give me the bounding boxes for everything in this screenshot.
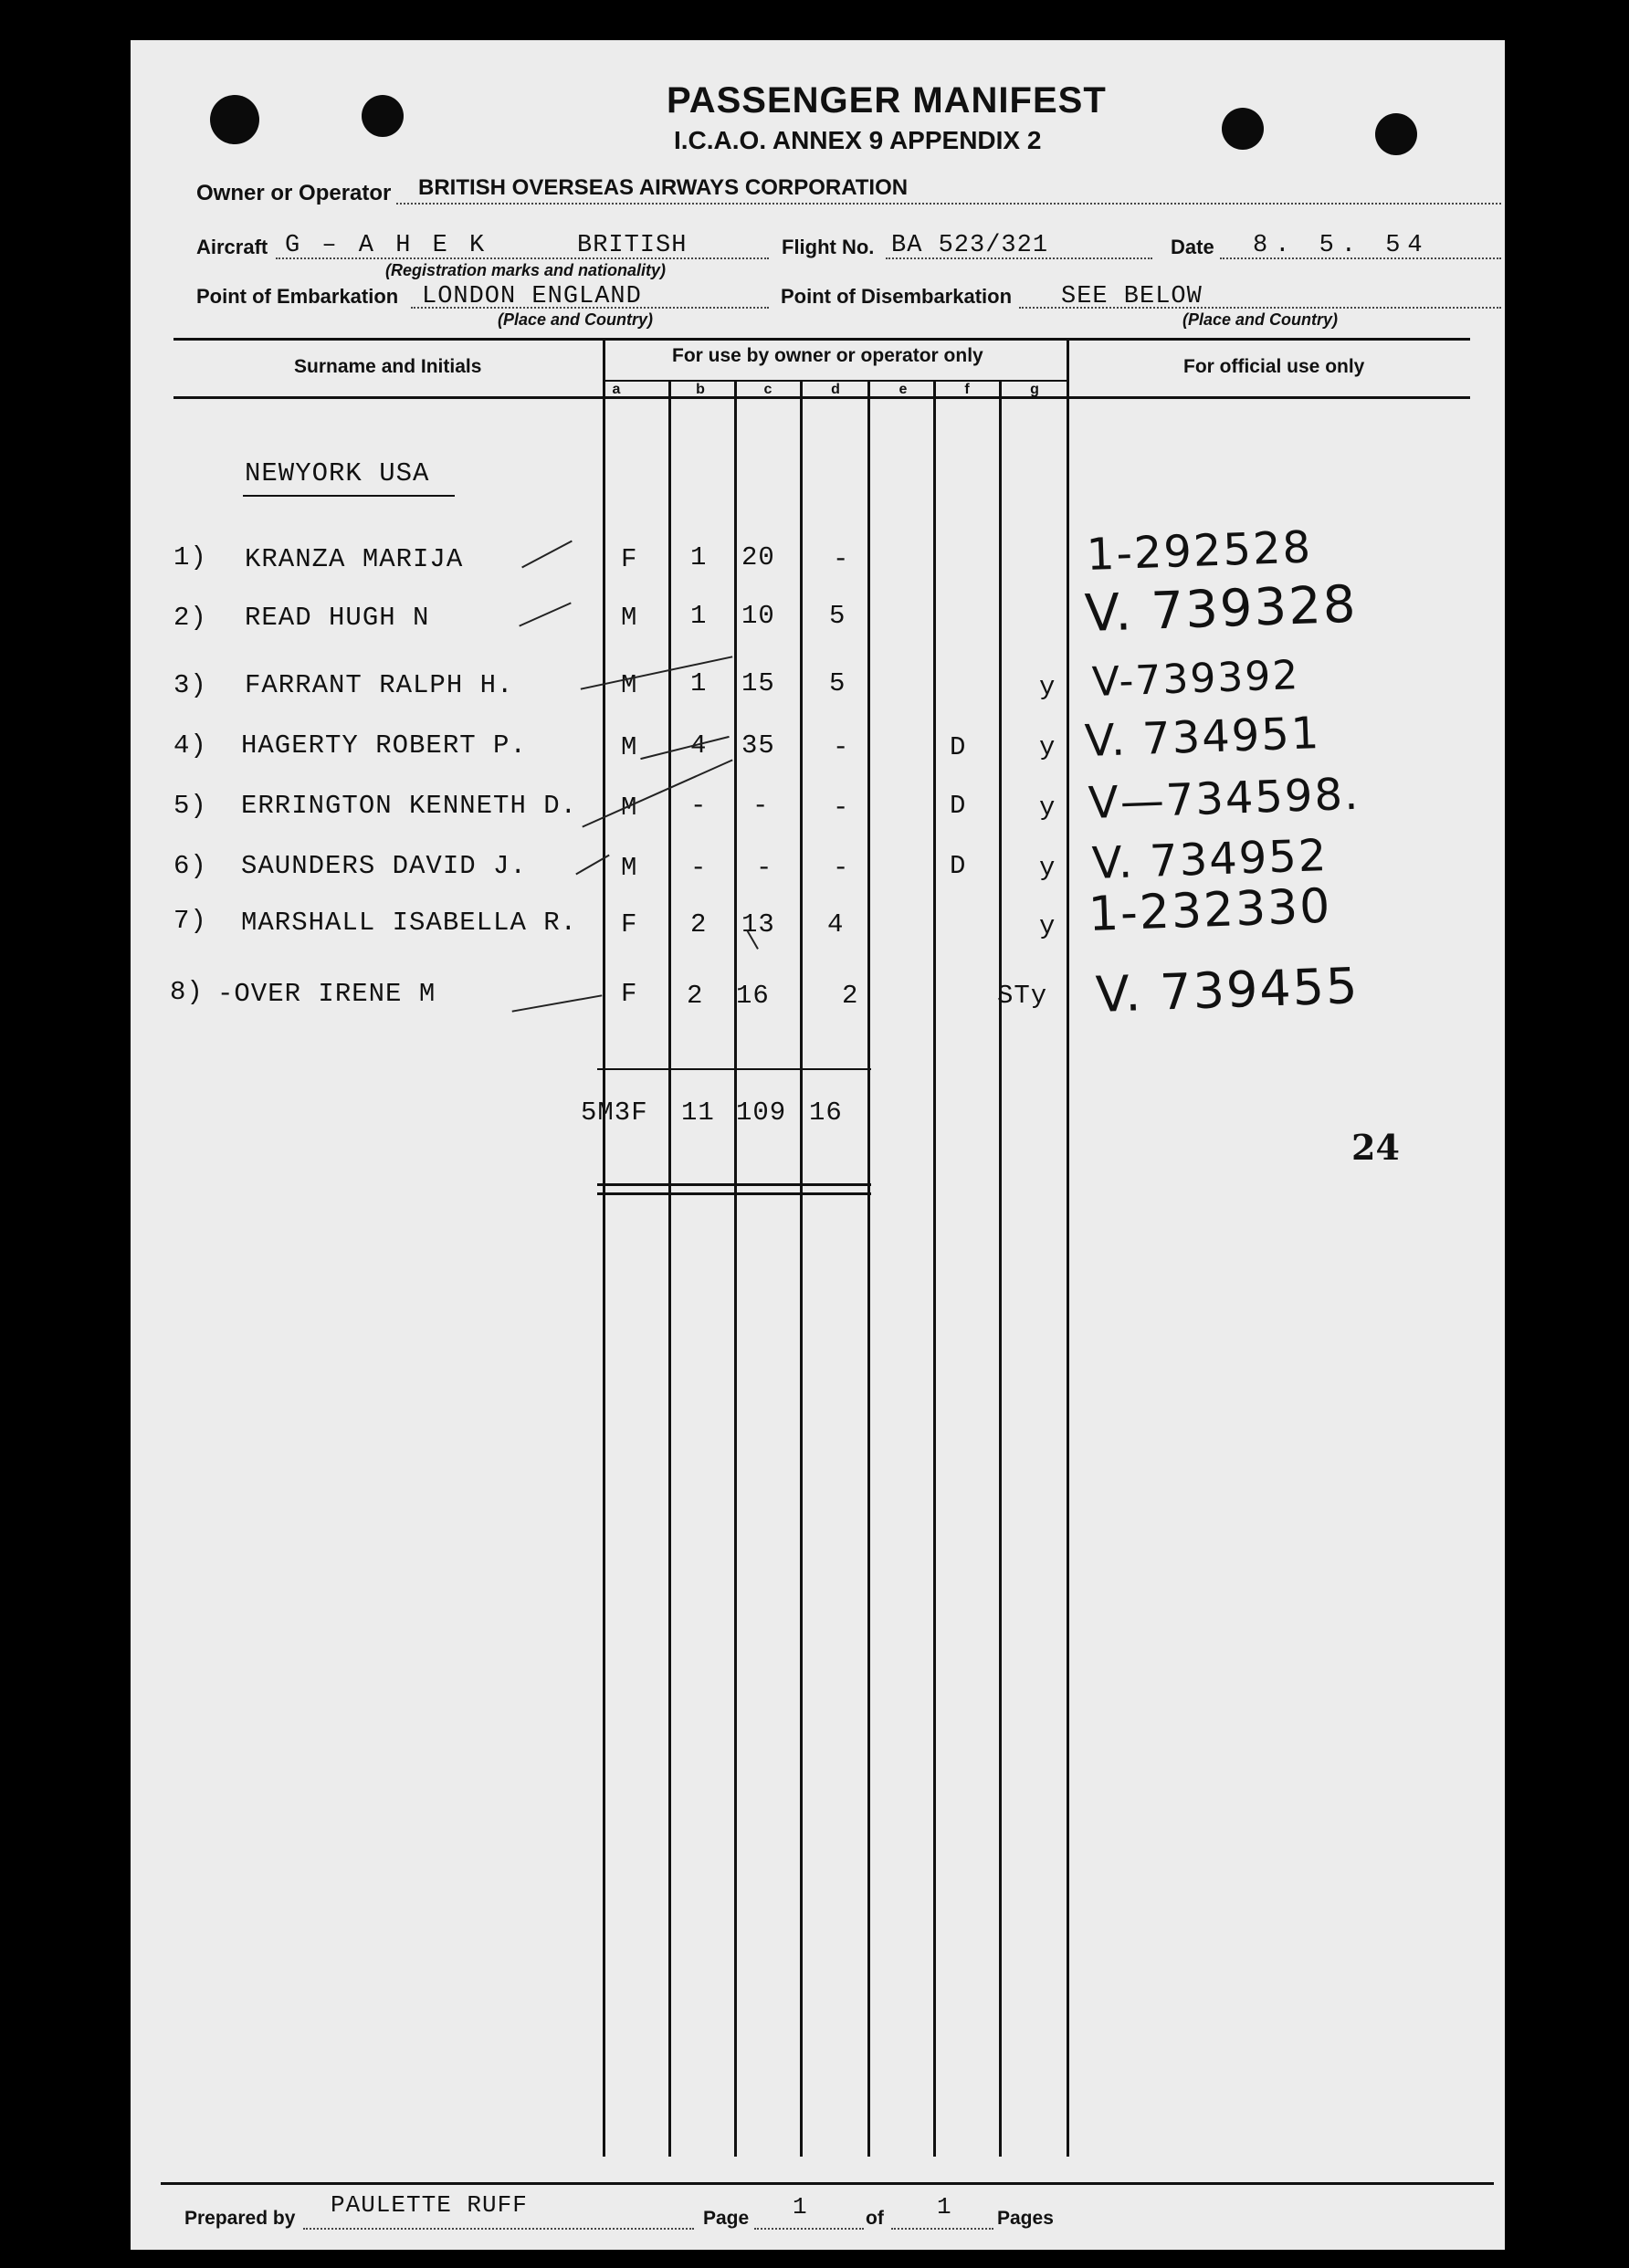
double-rule <box>597 1183 871 1186</box>
destination-underline <box>243 495 455 497</box>
aircraft-label: Aircraft <box>196 236 268 258</box>
cell-g: y <box>1039 732 1056 762</box>
row-number: 8) <box>170 977 204 1007</box>
official-number: 1-292528 <box>1086 521 1313 581</box>
cell-b: 1 <box>690 542 708 572</box>
table-top-rule <box>173 338 1470 341</box>
cell-a: F <box>621 909 638 940</box>
cell-d: - <box>833 732 850 762</box>
cell-c: 16 <box>736 981 770 1011</box>
document-title: PASSENGER MANIFEST <box>667 80 1107 121</box>
embarkation-value: LONDON ENGLAND <box>422 283 642 310</box>
cell-f: D <box>950 851 967 881</box>
cell-b: 2 <box>690 909 708 940</box>
cell-a: M <box>621 670 638 700</box>
total-d: 16 <box>809 1097 843 1128</box>
column-letter: g <box>1030 382 1039 397</box>
of-label: of <box>866 2208 884 2229</box>
cell-c: 20 <box>741 542 775 572</box>
cell-g: y <box>1039 672 1056 702</box>
pages-label: Pages <box>997 2208 1054 2229</box>
column-letter: a <box>612 382 621 397</box>
official-use-column-header: For official use only <box>1183 356 1365 377</box>
column-divider <box>933 382 936 2157</box>
column-divider <box>800 382 803 2157</box>
cell-a: M <box>621 853 638 883</box>
cell-a: M <box>621 603 638 633</box>
cell-d: 5 <box>829 601 846 631</box>
punch-hole <box>210 95 259 144</box>
total-a: 5M3F <box>581 1097 648 1128</box>
owner-dotted-line <box>396 203 1501 205</box>
cell-d: - <box>833 853 850 883</box>
passenger-name: SAUNDERS DAVID J. <box>241 851 527 881</box>
row-number: 4) <box>173 730 207 761</box>
page-label: Page <box>703 2208 750 2229</box>
row-number: 5) <box>173 791 207 821</box>
disembarkation-value: SEE BELOW <box>1061 283 1203 310</box>
cell-c: 15 <box>741 668 775 698</box>
total-c: 109 <box>736 1097 787 1128</box>
cell-c: - <box>756 853 773 883</box>
official-number: V-739392 <box>1091 652 1301 706</box>
cell-a: F <box>621 979 638 1009</box>
cell-g: y <box>1039 793 1056 823</box>
document-subtitle: I.C.A.O. ANNEX 9 APPENDIX 2 <box>674 126 1042 154</box>
aircraft-value: G – A H E K <box>285 232 489 259</box>
official-number: 1-232330 <box>1087 878 1333 942</box>
owner-use-column-header: For use by owner or operator only <box>672 345 983 366</box>
official-number: V—734598. <box>1088 768 1361 829</box>
cell-d: - <box>833 793 850 823</box>
cell-b: 1 <box>690 668 708 698</box>
disembarkation-note: (Place and Country) <box>1182 310 1339 329</box>
cell-b: - <box>690 853 708 883</box>
cell-c: 35 <box>741 730 775 761</box>
prepared-by-dotted-line <box>303 2228 694 2230</box>
cell-c: 10 <box>741 601 775 631</box>
page-stamp: 24 <box>1351 1127 1400 1168</box>
cell-c: - <box>752 791 770 821</box>
date-value: 8. 5. 54 <box>1253 232 1430 259</box>
passenger-name: -OVER IRENE M <box>217 979 436 1009</box>
punch-hole <box>1375 113 1417 155</box>
column-divider <box>734 382 737 2157</box>
official-number: V. 734952 <box>1091 829 1329 889</box>
cell-a: F <box>621 544 638 574</box>
column-letter: d <box>831 382 840 397</box>
prepared-by-value: PAULETTE RUFF <box>331 2191 528 2219</box>
column-letter: c <box>763 382 772 397</box>
official-number: V. 739328 <box>1083 574 1359 644</box>
row-number: 3) <box>173 670 207 700</box>
double-rule <box>597 1192 871 1195</box>
cell-g: y <box>1039 911 1056 941</box>
official-number: V. 734951 <box>1084 707 1322 767</box>
embarkation-label: Point of Embarkation <box>196 285 399 308</box>
surname-column-header: Surname and Initials <box>294 356 482 377</box>
cell-b: 4 <box>690 730 708 761</box>
cell-b: - <box>690 791 708 821</box>
totals-rule <box>597 1068 871 1070</box>
column-divider <box>867 382 870 2157</box>
cell-d: - <box>833 544 850 574</box>
footer-rule <box>161 2182 1494 2185</box>
punch-hole <box>362 95 404 137</box>
owner-value: BRITISH OVERSEAS AIRWAYS CORPORATION <box>418 175 909 200</box>
passenger-name: FARRANT RALPH H. <box>245 670 514 700</box>
column-divider <box>668 382 671 2157</box>
embarkation-note: (Place and Country) <box>498 310 654 329</box>
passenger-name: READ HUGH N <box>245 603 430 633</box>
flight-value: BA 523/321 <box>891 232 1049 259</box>
row-number: 1) <box>173 542 207 572</box>
cell-c: 13 <box>741 909 775 940</box>
page-dotted-line <box>754 2228 864 2230</box>
column-letter: b <box>696 382 705 397</box>
nationality-value: BRITISH <box>577 232 688 259</box>
pages-value: 1 <box>937 2193 952 2221</box>
column-divider <box>999 382 1002 2157</box>
column-divider <box>1067 340 1069 2157</box>
column-letter: f <box>964 382 970 397</box>
passenger-name: KRANZA MARIJA <box>245 544 464 574</box>
of-dotted-line <box>891 2228 993 2230</box>
cell-d: 4 <box>827 909 845 940</box>
column-letter: e <box>899 382 908 397</box>
row-number: 6) <box>173 851 207 881</box>
row-number: 2) <box>173 603 207 633</box>
total-b: 11 <box>681 1097 715 1128</box>
flight-label: Flight No. <box>782 236 875 258</box>
official-number: V. 739455 <box>1094 956 1361 1024</box>
page-value: 1 <box>793 2193 808 2221</box>
cell-d: 5 <box>829 668 846 698</box>
destination-heading: NEWYORK USA <box>245 458 430 488</box>
owner-label: Owner or Operator <box>196 181 392 205</box>
cell-f: D <box>950 732 967 762</box>
cell-g: STy <box>997 981 1048 1011</box>
column-divider <box>603 340 605 2157</box>
cell-f: D <box>950 791 967 821</box>
passenger-name: ERRINGTON KENNETH D. <box>241 791 578 821</box>
cell-b: 1 <box>690 601 708 631</box>
prepared-by-label: Prepared by <box>184 2208 296 2229</box>
registration-note: (Registration marks and nationality) <box>385 261 667 279</box>
cell-a: M <box>621 732 638 762</box>
cell-a: M <box>621 793 638 823</box>
disembarkation-label: Point of Disembarkation <box>781 285 1013 308</box>
passenger-name: MARSHALL ISABELLA R. <box>241 908 578 938</box>
cell-g: y <box>1039 853 1056 883</box>
cell-d: 2 <box>842 981 859 1011</box>
cell-b: 2 <box>687 981 704 1011</box>
passenger-name: HAGERTY ROBERT P. <box>241 730 527 761</box>
date-label: Date <box>1171 236 1214 258</box>
punch-hole <box>1222 108 1264 150</box>
row-number: 7) <box>173 906 207 936</box>
